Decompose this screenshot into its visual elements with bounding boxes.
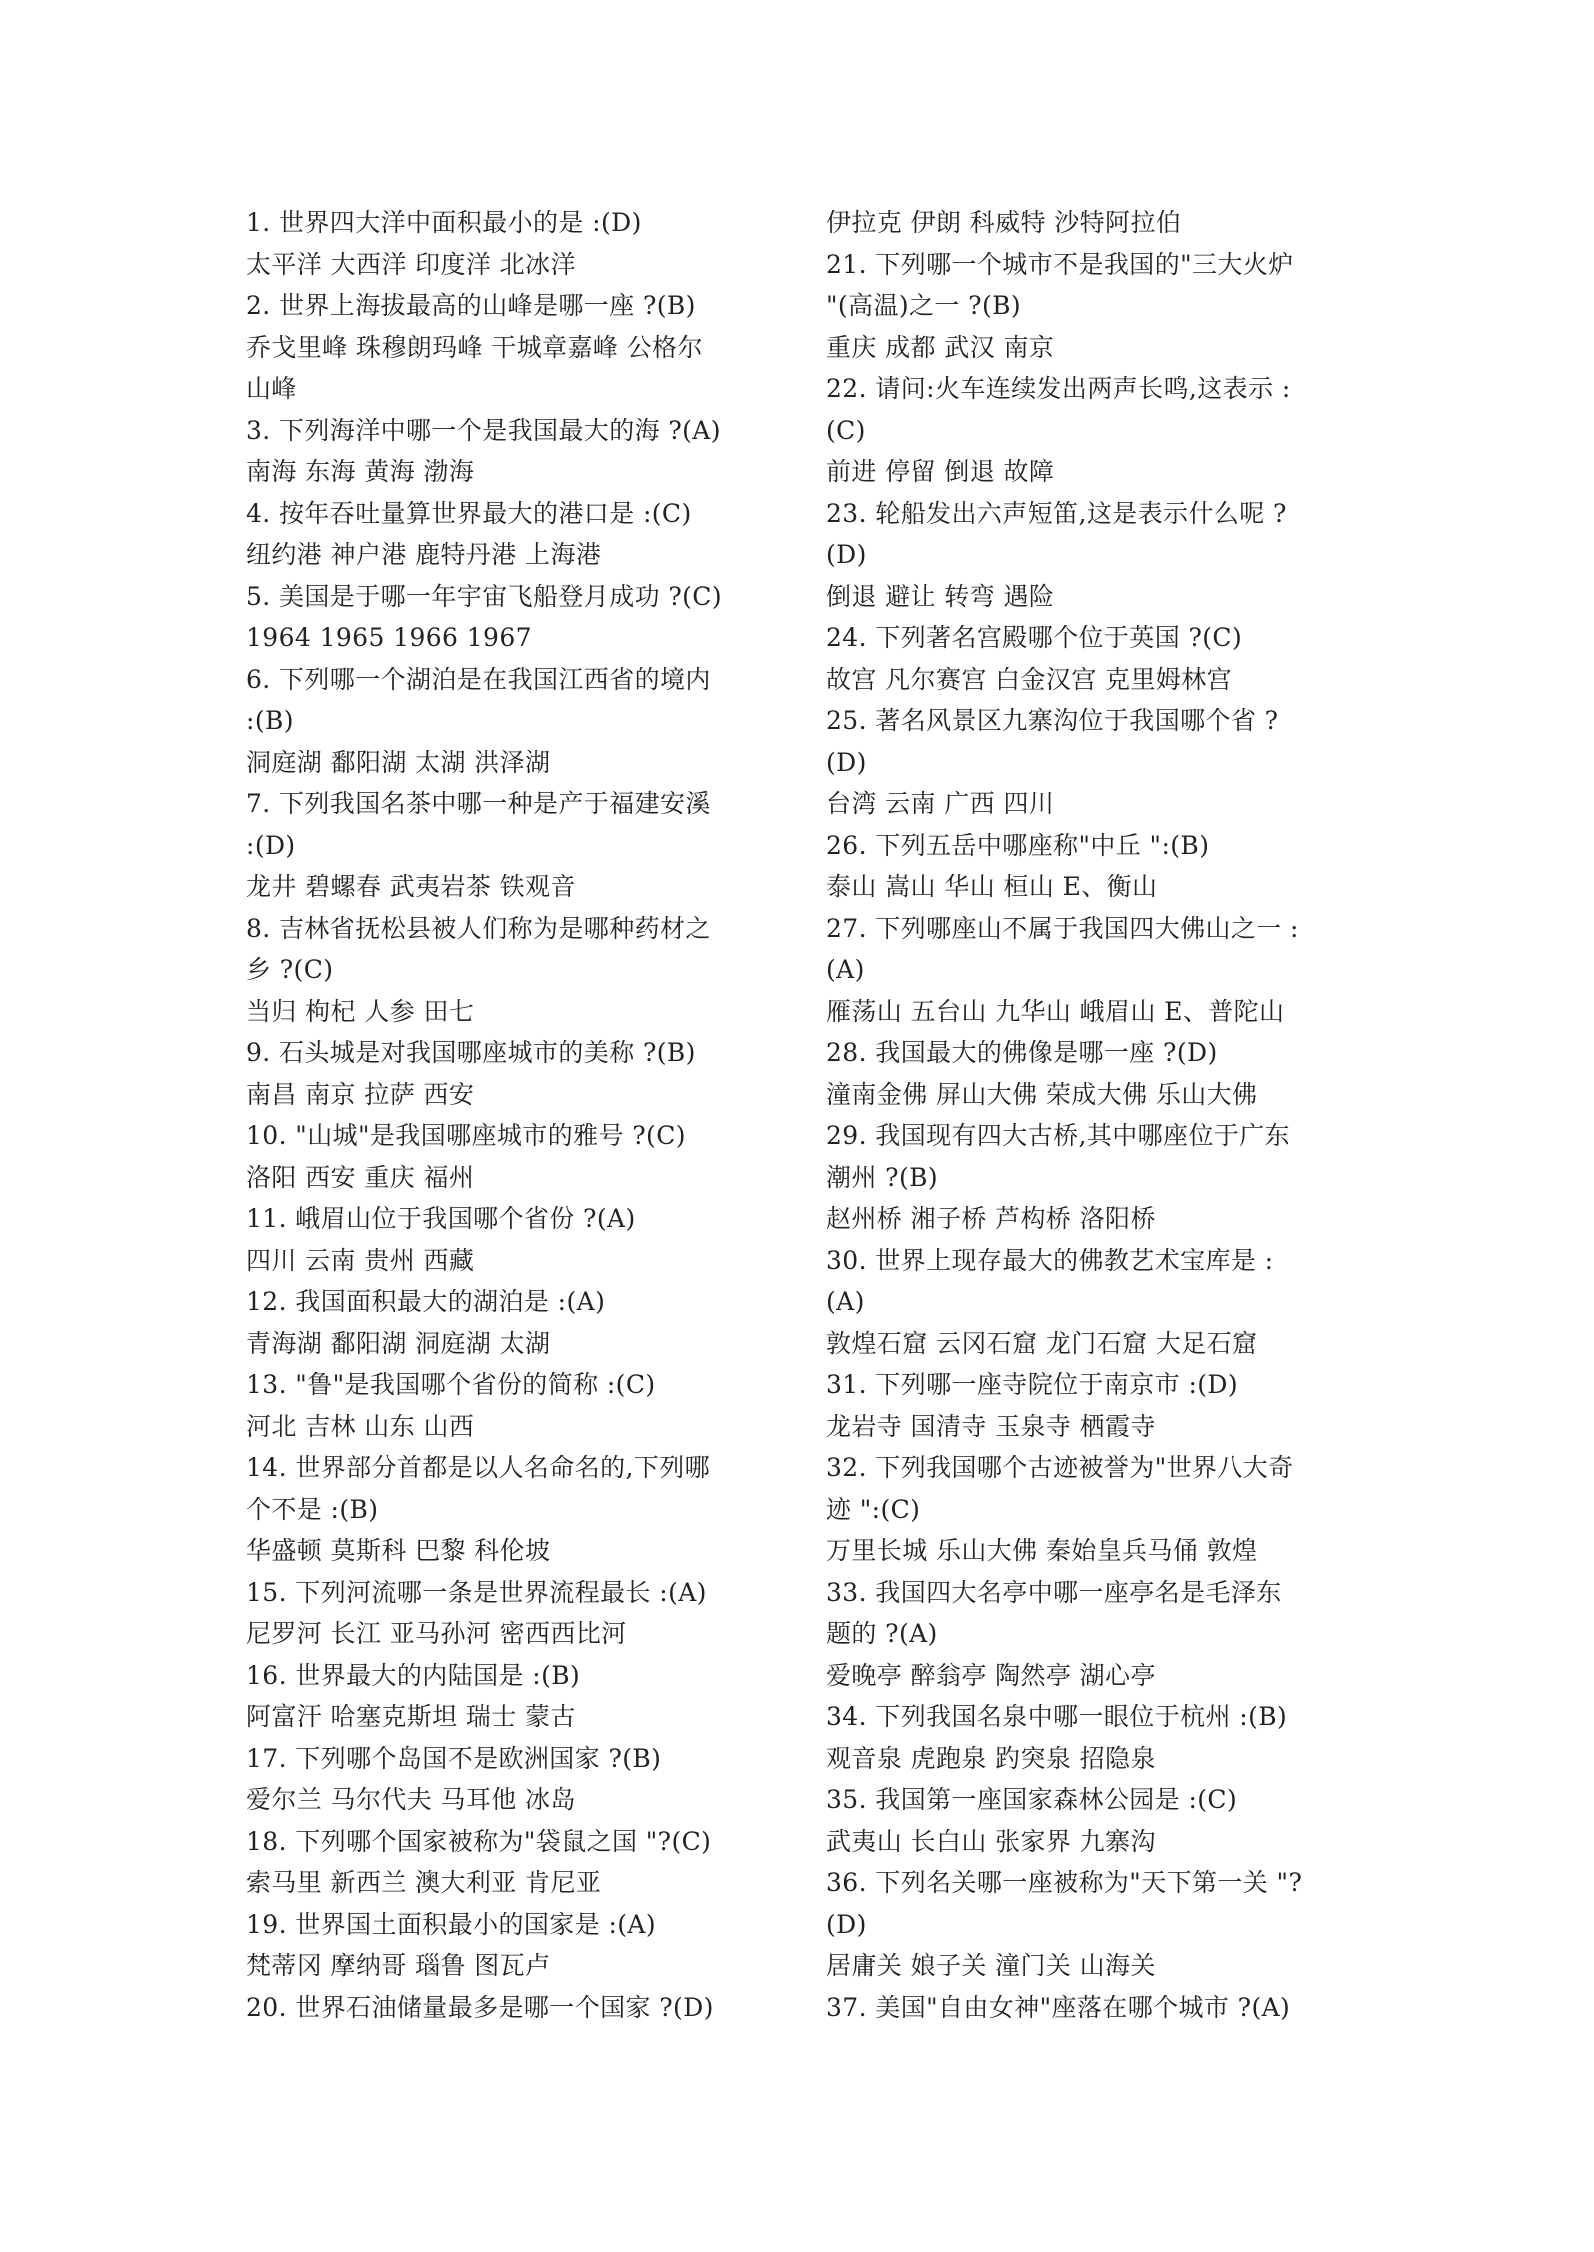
text-line: 5. 美国是于哪一年宇宙飞船登月成功 ?(C) bbox=[246, 581, 722, 611]
text-line: 洞庭湖 鄱阳湖 太湖 洪泽湖 bbox=[246, 747, 551, 777]
text-line: 29. 我国现有四大古桥,其中哪座位于广东 bbox=[826, 1121, 1291, 1150]
text-line: 乔戈里峰 珠穆朗玛峰 干城章嘉峰 公格尔 bbox=[246, 332, 703, 362]
text-line: 河北 吉林 山东 山西 bbox=[246, 1411, 475, 1441]
text-line: 16. 世界最大的内陆国是 :(B) bbox=[246, 1660, 581, 1690]
text-line: 37. 美国"自由女神"座落在哪个城市 ?(A) bbox=[826, 1992, 1291, 2022]
text-line: 23. 轮船发出六声短笛,这是表示什么呢 ? bbox=[826, 498, 1287, 528]
text-line: 潼南金佛 屏山大佛 荣成大佛 乐山大佛 bbox=[826, 1079, 1258, 1109]
text-line: (D) bbox=[826, 1909, 867, 1939]
text-line: 四川 云南 贵州 西藏 bbox=[246, 1245, 475, 1275]
text-line: 13. "鲁"是我国哪个省份的简称 :(C) bbox=[246, 1370, 656, 1399]
text-line: 2. 世界上海拔最高的山峰是哪一座 ?(B) bbox=[246, 291, 696, 320]
text-line: 9. 石头城是对我国哪座城市的美称 ?(B) bbox=[246, 1038, 696, 1067]
text-line: 龙岩寺 国清寺 玉泉寺 栖霞寺 bbox=[826, 1411, 1156, 1441]
text-line: (A) bbox=[826, 1287, 865, 1316]
text-line: 南海 东海 黄海 渤海 bbox=[246, 457, 475, 486]
text-line: 爱尔兰 马尔代夫 马耳他 冰岛 bbox=[246, 1785, 576, 1814]
text-line: 龙井 碧螺春 武夷岩茶 铁观音 bbox=[246, 872, 576, 901]
text-line: 武夷山 长白山 张家界 九寨沟 bbox=[826, 1826, 1156, 1856]
text-line: 17. 下列哪个岛国不是欧洲国家 ?(B) bbox=[246, 1743, 662, 1773]
text-line: 28. 我国最大的佛像是哪一座 ?(D) bbox=[826, 1038, 1218, 1067]
text-line: 伊拉克 伊朗 科威特 沙特阿拉伯 bbox=[826, 208, 1182, 237]
left-column bbox=[246, 202, 786, 2028]
text-line: 27. 下列哪座山不属于我国四大佛山之一 : bbox=[826, 913, 1299, 943]
text-line: 3. 下列海洋中哪一个是我国最大的海 ?(A) bbox=[246, 415, 721, 445]
text-line: 雁荡山 五台山 九华山 峨眉山 E、普陀山 bbox=[826, 996, 1285, 1026]
text-line: 洛阳 西安 重庆 福州 bbox=[246, 1162, 475, 1192]
text-line: 迹 ":(C) bbox=[826, 1494, 921, 1524]
text-line: 台湾 云南 广西 四川 bbox=[826, 789, 1055, 818]
text-line: :(B) bbox=[246, 706, 294, 735]
text-line: 1. 世界四大洋中面积最小的是 :(D) bbox=[246, 208, 642, 237]
text-line: 当归 枸杞 人参 田七 bbox=[246, 996, 475, 1026]
text-line: 太平洋 大西洋 印度洋 北冰洋 bbox=[246, 249, 576, 279]
text-line: 33. 我国四大名亭中哪一座亭名是毛泽东 bbox=[826, 1577, 1282, 1607]
right-column bbox=[826, 202, 1381, 2028]
text-line: 个不是 :(B) bbox=[246, 1494, 379, 1524]
text-line: 35. 我国第一座国家森林公园是 :(C) bbox=[826, 1785, 1238, 1814]
text-line: "(高温)之一 ?(B) bbox=[826, 291, 1022, 320]
text-line: 31. 下列哪一座寺院位于南京市 :(D) bbox=[826, 1370, 1239, 1399]
text-line: 4. 按年吞吐量算世界最大的港口是 :(C) bbox=[246, 498, 692, 528]
text-line: 青海湖 鄱阳湖 洞庭湖 太湖 bbox=[246, 1328, 551, 1358]
text-line: (D) bbox=[826, 540, 867, 569]
text-line: 纽约港 神户港 鹿特丹港 上海港 bbox=[246, 540, 602, 569]
text-line: 题的 ?(A) bbox=[826, 1619, 938, 1648]
text-line: 36. 下列名关哪一座被称为"天下第一关 "? bbox=[826, 1868, 1303, 1897]
text-line: 32. 下列我国哪个古迹被誉为"世界八大奇 bbox=[826, 1453, 1294, 1482]
text-line: 观音泉 虎跑泉 趵突泉 招隐泉 bbox=[826, 1743, 1156, 1773]
text-line: (A) bbox=[826, 955, 865, 984]
text-line: 26. 下列五岳中哪座称"中丘 ":(B) bbox=[826, 830, 1210, 860]
text-line: 爱晚亭 醉翁亭 陶然亭 湖心亭 bbox=[826, 1660, 1156, 1690]
text-line: 泰山 嵩山 华山 桓山 E、衡山 bbox=[826, 872, 1158, 901]
text-line: 8. 吉林省抚松县被人们称为是哪种药材之 bbox=[246, 913, 711, 943]
text-line: 倒退 避让 转弯 遇险 bbox=[826, 581, 1055, 611]
text-line: 19. 世界国土面积最小的国家是 :(A) bbox=[246, 1909, 657, 1939]
text-line: 故宫 凡尔赛宫 白金汉宫 克里姆林宫 bbox=[826, 664, 1233, 694]
text-line: 华盛顿 莫斯科 巴黎 科伦坡 bbox=[246, 1536, 551, 1565]
text-line: :(D) bbox=[246, 830, 296, 860]
text-line: 阿富汗 哈塞克斯坦 瑞士 蒙古 bbox=[246, 1702, 576, 1731]
text-line: 12. 我国面积最大的湖泊是 :(A) bbox=[246, 1287, 606, 1316]
text-line: 敦煌石窟 云冈石窟 龙门石窟 大足石窟 bbox=[826, 1328, 1258, 1358]
text-line: 梵蒂冈 摩纳哥 瑙鲁 图瓦卢 bbox=[246, 1951, 551, 1980]
text-line: 1964 1965 1966 1967 bbox=[246, 623, 532, 652]
text-line: 30. 世界上现存最大的佛教艺术宝库是 : bbox=[826, 1245, 1274, 1275]
text-line: 潮州 ?(B) bbox=[826, 1162, 939, 1192]
text-line: 22. 请问:火车连续发出两声长鸣,这表示 : bbox=[826, 374, 1291, 403]
text-line: 7. 下列我国名茶中哪一种是产于福建安溪 bbox=[246, 789, 711, 818]
text-line: 前进 停留 倒退 故障 bbox=[826, 457, 1055, 486]
text-line: 赵州桥 湘子桥 芦构桥 洛阳桥 bbox=[826, 1204, 1156, 1233]
text-line: (C) bbox=[826, 415, 866, 445]
text-line: 山峰 bbox=[246, 374, 297, 403]
text-line: 24. 下列著名宫殿哪个位于英国 ?(C) bbox=[826, 623, 1243, 652]
text-line: 重庆 成都 武汉 南京 bbox=[826, 332, 1055, 362]
text-line: 索马里 新西兰 澳大利亚 肯尼亚 bbox=[246, 1868, 602, 1897]
text-line: 20. 世界石油储量最多是哪一个国家 ?(D) bbox=[246, 1992, 714, 2022]
text-line: 乡 ?(C) bbox=[246, 955, 334, 984]
text-line: 14. 世界部分首都是以人名命名的,下列哪 bbox=[246, 1453, 711, 1482]
text-line: 25. 著名风景区九寨沟位于我国哪个省 ? bbox=[826, 706, 1279, 735]
text-line: 11. 峨眉山位于我国哪个省份 ?(A) bbox=[246, 1204, 636, 1233]
text-line: 34. 下列我国名泉中哪一眼位于杭州 :(B) bbox=[826, 1702, 1288, 1731]
text-line: 21. 下列哪一个城市不是我国的"三大火炉 bbox=[826, 249, 1294, 279]
text-line: 18. 下列哪个国家被称为"袋鼠之国 "?(C) bbox=[246, 1826, 712, 1856]
text-line: 南昌 南京 拉萨 西安 bbox=[246, 1079, 475, 1109]
text-line: 6. 下列哪一个湖泊是在我国江西省的境内 bbox=[246, 664, 711, 694]
text-line: (D) bbox=[826, 747, 867, 777]
text-line: 万里长城 乐山大佛 秦始皇兵马俑 敦煌 bbox=[826, 1536, 1258, 1565]
text-line: 尼罗河 长江 亚马孙河 密西西比河 bbox=[246, 1619, 627, 1648]
text-line: 居庸关 娘子关 潼门关 山海关 bbox=[826, 1951, 1156, 1980]
text-line: 15. 下列河流哪一条是世界流程最长 :(A) bbox=[246, 1577, 707, 1607]
text-line: 10. "山城"是我国哪座城市的雅号 ?(C) bbox=[246, 1121, 686, 1150]
